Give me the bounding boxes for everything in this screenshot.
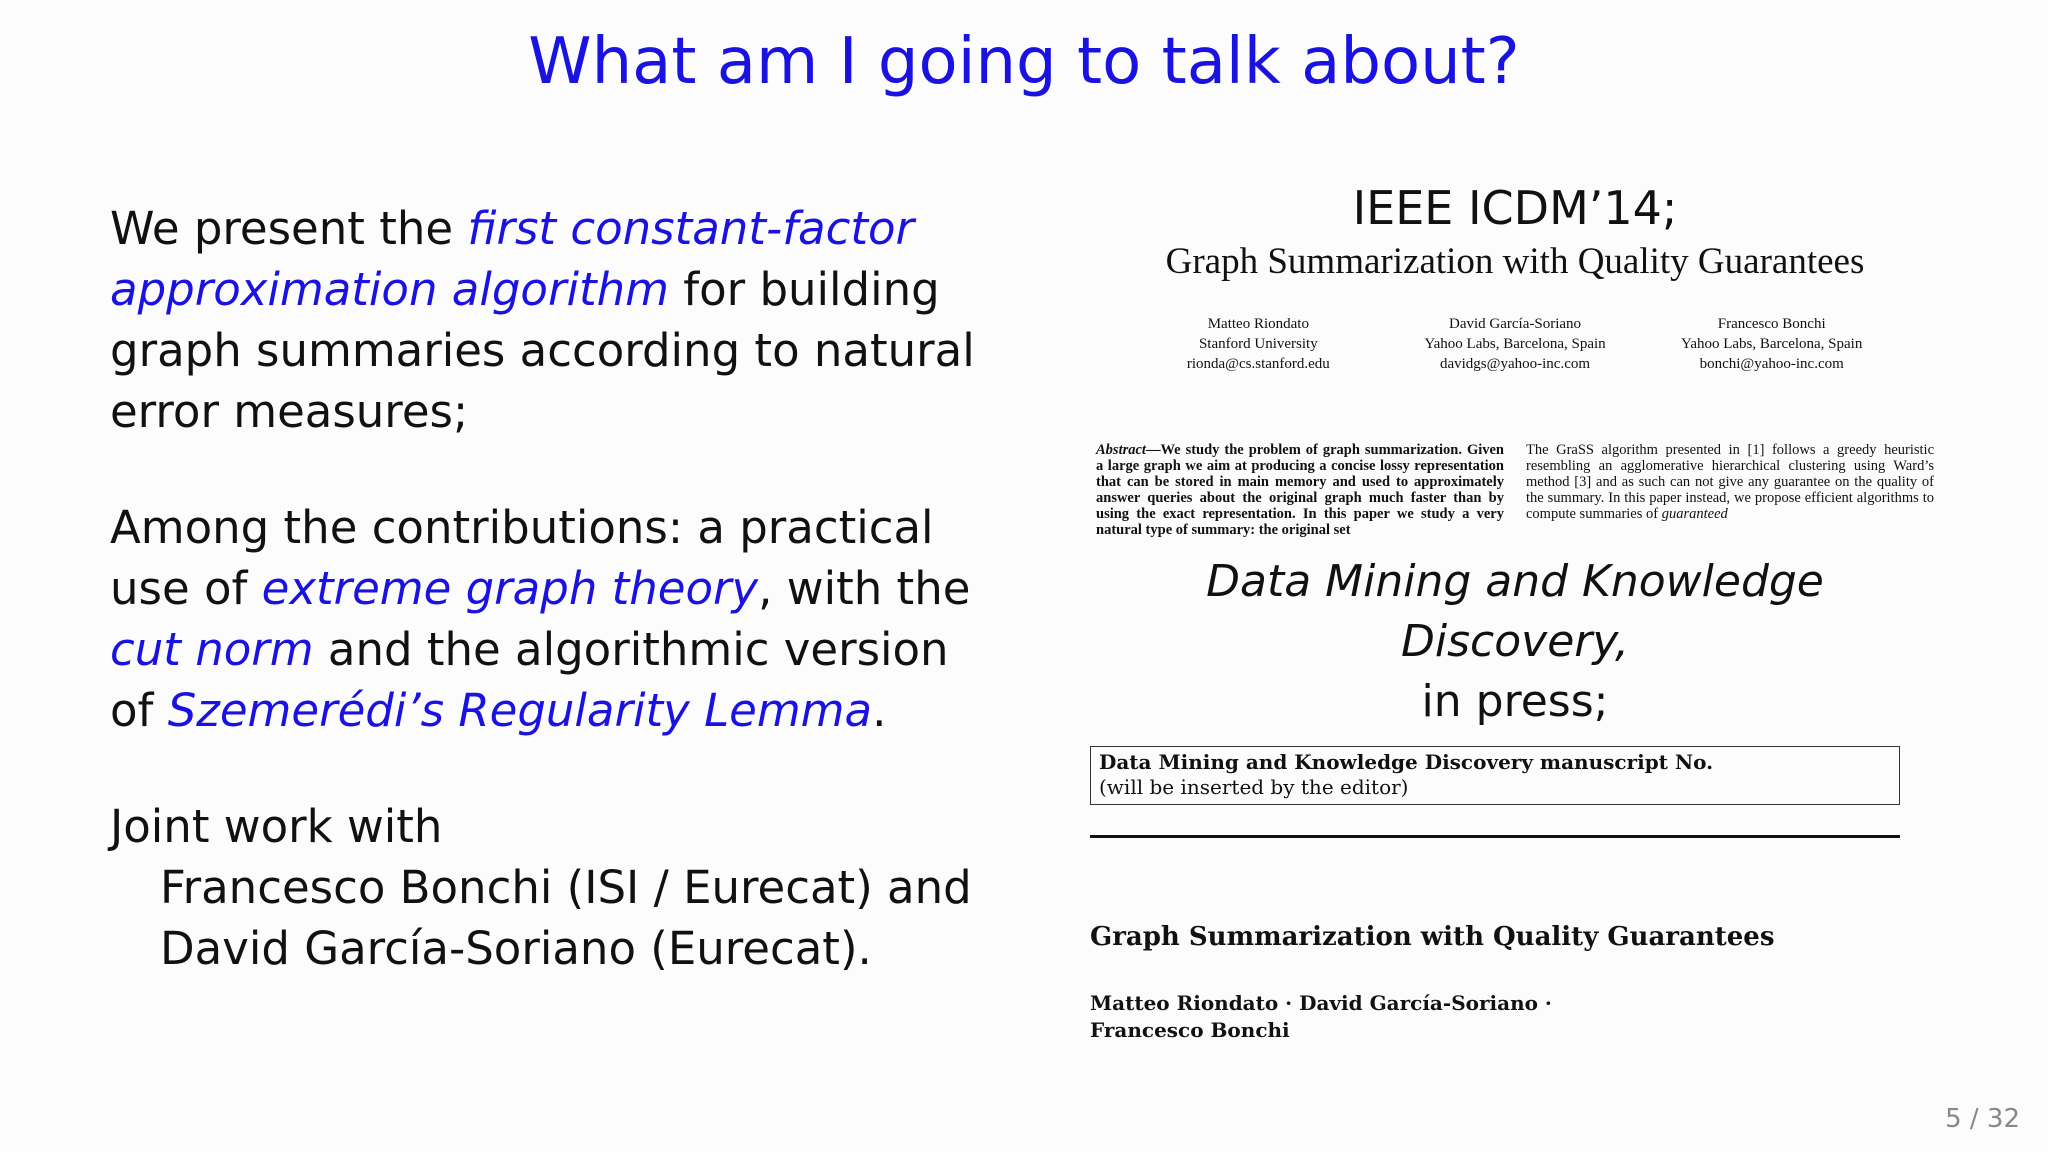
abstract-left-column [1096, 442, 1504, 538]
contrib-text-d: . [872, 684, 887, 737]
abstract-right-emphasis: guaranteed [1661, 506, 1728, 522]
manuscript-label: Data Mining and Knowledge Discovery manuscript No. [1099, 750, 1714, 774]
author-block [1387, 314, 1644, 374]
right-column [1090, 180, 1940, 1044]
author-name: Matteo Riondato [1207, 316, 1309, 332]
coauthor-1: Francesco Bonchi (ISI / Eurecat) and [160, 861, 972, 914]
manuscript-note: (will be inserted by the editor) [1099, 775, 1409, 799]
author-name: David García-Soriano [1448, 316, 1582, 332]
author-email: rionda@cs.stanford.edu [1186, 356, 1330, 372]
contrib-text-b: , with the [758, 562, 971, 615]
intro-paragraph [110, 198, 990, 442]
author-affiliation: Yahoo Labs, Barcelona, Spain [1680, 336, 1863, 352]
abstract-left-text: —We study the problem of graph summarization. Given a large graph we aim at producing a concise lossy representation that can be stored in main memory and used to approximately answer queries about the original graph much faster than by using the exact representation. In this paper we study a very natural type of summary: the original set [1096, 442, 1504, 538]
contrib-text-c: and the algorithmic version of [110, 623, 949, 737]
contrib-text-a: Among the contributions: a practical use of [110, 501, 934, 615]
author-email: bonchi@yahoo-inc.com [1699, 356, 1844, 372]
journal-authors-line-2: Francesco Bonchi [1090, 1018, 1290, 1042]
intro-text-a: We present the [110, 202, 468, 255]
divider-rule [1090, 835, 1900, 838]
journal-paper-title: Graph Summarization with Quality Guarantees [1090, 922, 1775, 952]
author-affiliation: Stanford University [1198, 336, 1318, 352]
author-name: Francesco Bonchi [1717, 316, 1826, 332]
journal-paper-authors [1090, 990, 1940, 1044]
author-affiliation: Yahoo Labs, Barcelona, Spain [1424, 336, 1606, 352]
joint-work-label: Joint work with [110, 800, 443, 853]
dmkd-status: in press; [1421, 676, 1609, 727]
contributions-paragraph [110, 497, 990, 741]
dmkd-venue: Data Mining and Knowledge Discovery, [1206, 556, 1824, 667]
slide-title: What am I going to talk about? [528, 25, 1520, 99]
abstract-right-text: The GraSS algorithm presented in [1] follows a greedy heuristic resembling an agglomerative hierarchical clustering using Ward’s method [3] and as such can not give any guarantee on the quality of the summary. In this paper instead, we propose efficient algorithms to compute summaries of [1526, 442, 1934, 522]
intro-emphasis: first constant-factor approximation algorithm [110, 202, 915, 316]
coauthor-2: David García-Soriano (Eurecat). [160, 922, 872, 975]
manuscript-box [1090, 746, 1900, 805]
author-email: davidgs@yahoo-inc.com [1439, 356, 1591, 372]
abstract-label: Abstract [1096, 442, 1146, 458]
page-number: 5 / 32 [1945, 1104, 2020, 1134]
abstract-right-column [1526, 442, 1934, 538]
contrib-emphasis-2: cut norm [110, 623, 314, 676]
left-column [110, 198, 990, 979]
journal-authors-line-1: Matteo Riondato · David García-Soriano · [1090, 991, 1552, 1015]
joint-work-paragraph [110, 796, 990, 979]
author-block [1643, 314, 1900, 374]
intro-text-b: for building graph summaries according to natural error measures; [110, 263, 975, 438]
abstract-excerpt [1090, 442, 1940, 538]
contrib-emphasis-3: Szemerédi’s Regularity Lemma [167, 684, 873, 737]
contrib-emphasis-1: extreme graph theory [261, 562, 759, 615]
ieee-paper-title: Graph Summarization with Quality Guarantees [1165, 241, 1865, 282]
ieee-authors [1090, 314, 1940, 374]
ieee-venue: IEEE ICDM’14; [1352, 181, 1678, 235]
author-block [1130, 314, 1387, 374]
